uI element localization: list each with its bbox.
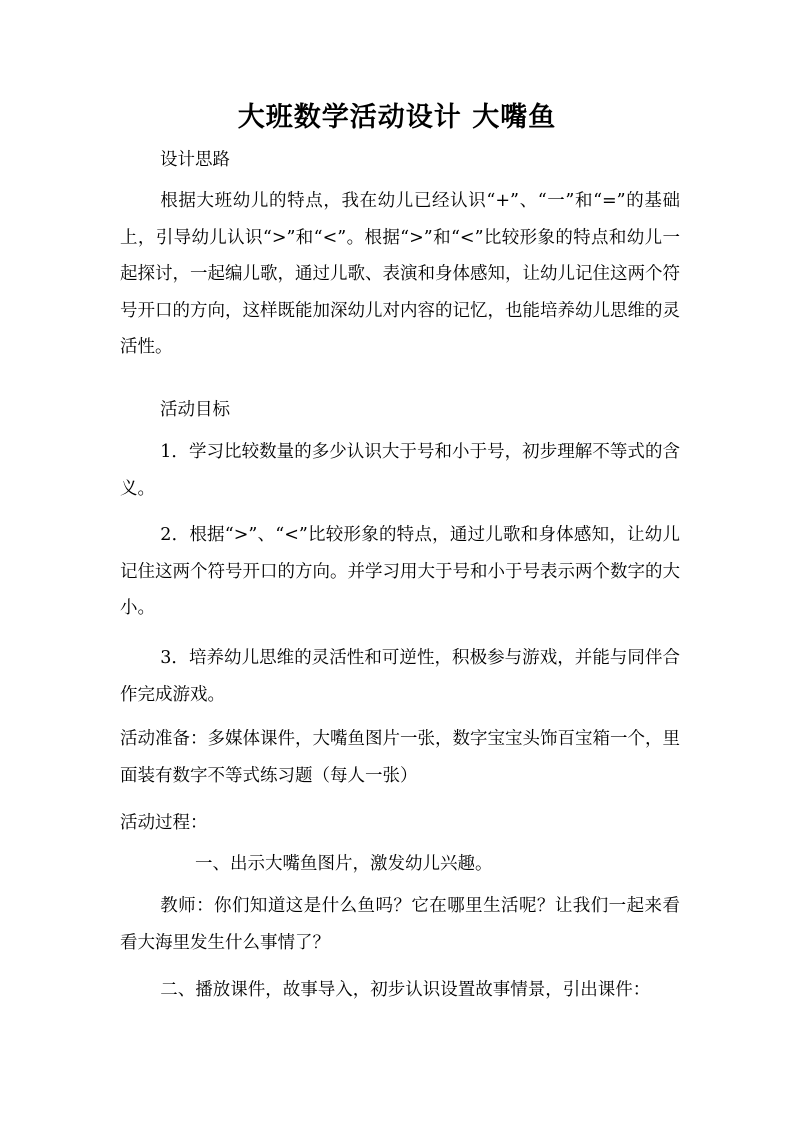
goal-item-2: 2．根据“>”、“<”比较形象的特点，通过儿歌和身体感知，让幼儿记住这两个符号开口的方向。并学习用大于号和小于号表示两个数字的大小。: [120, 525, 680, 618]
process-label: 活动过程：: [120, 813, 208, 833]
paragraph-design-idea: 根据大班幼儿的特点，我在幼儿已经认识“+”、“一”和“=”的基础上，引导幼儿认识“>”和“<”。根据“>”和“<”比较形象的特点和幼儿一起探讨，一起编儿歌，通过儿歌、表演和身体感知，让幼儿记住这两个符号开口的方向，这样既能加深幼儿对内容的记忆，也能培养幼儿思维的灵活性。: [120, 191, 680, 357]
process-step-1: 一、出示大嘴鱼图片，激发幼儿兴趣。: [195, 854, 493, 874]
goal-item-1: 1．学习比较数量的多少认识大于号和小于号，初步理解不等式的含义。: [120, 442, 680, 499]
section-heading-design-idea: 设计思路: [160, 150, 230, 170]
section-heading-goals: 活动目标: [160, 400, 230, 420]
goal-item-3: 3．培养幼儿思维的灵活性和可逆性，积极参与游戏，并能与同伴合作完成游戏。: [120, 648, 680, 705]
paragraph-preparation: 活动准备：多媒体课件，大嘴鱼图片一张，数字宝宝头饰百宝箱一个，里面装有数字不等式练习题（每人一张）: [120, 729, 680, 786]
document-title: 大班数学活动设计 大嘴鱼: [237, 102, 557, 133]
paragraph-teacher-line: 教师：你们知道这是什么鱼吗？它在哪里生活呢？让我们一起来看看大海里发生什么事情了？: [120, 896, 680, 953]
process-step-2: 二、播放课件，故事导入，初步认识设置故事情景，引出课件：: [160, 980, 651, 1000]
